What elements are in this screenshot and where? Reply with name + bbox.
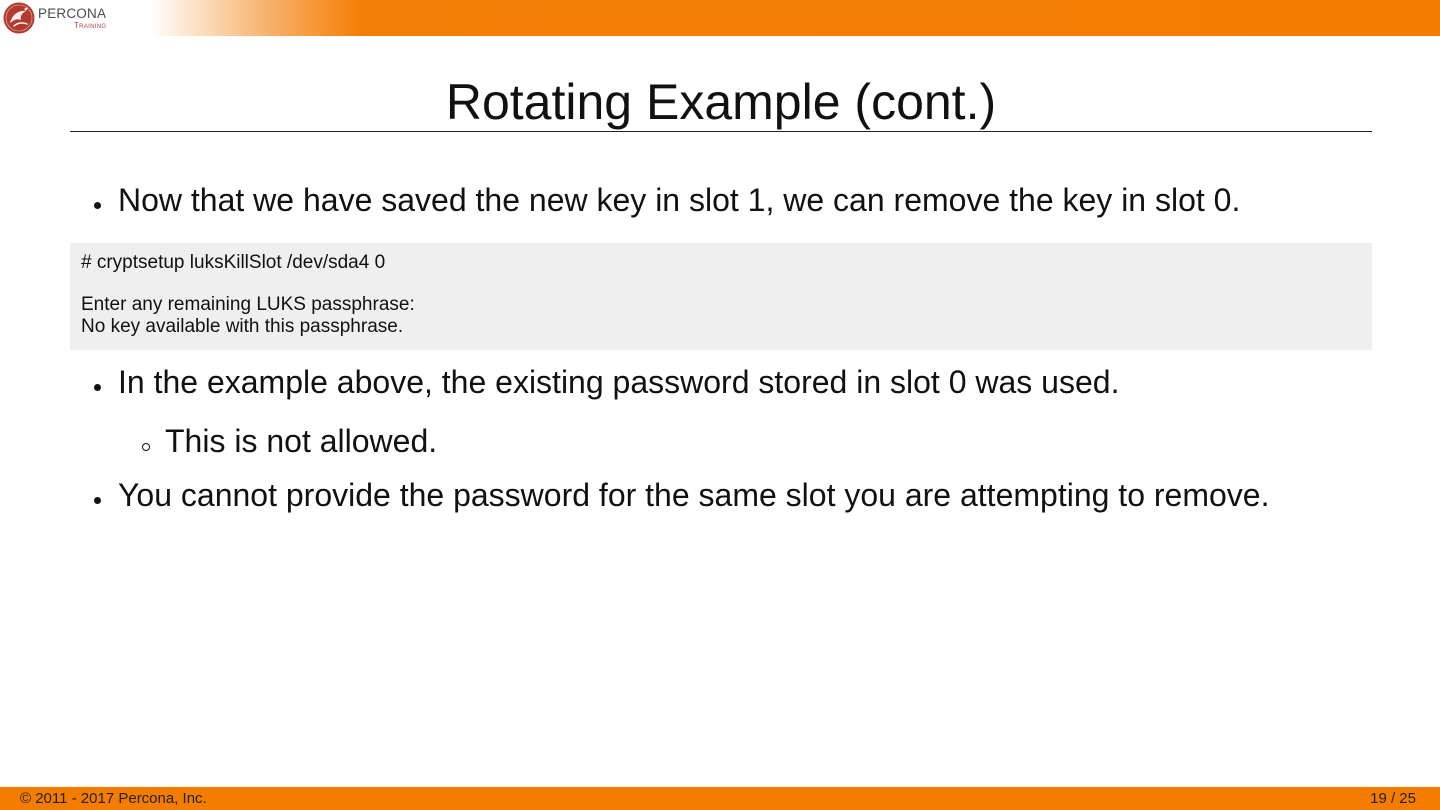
title-divider — [70, 131, 1372, 132]
code-output-line: No key available with this passphrase. — [81, 316, 404, 337]
sub-bullet-item — [139, 421, 437, 461]
percona-logo — [2, 1, 122, 35]
slide-title: Rotating Example (cont.) — [445, 74, 997, 130]
page-indicator: 19 / 25 — [1370, 790, 1416, 807]
sub-bullet-text: This is not allowed. — [165, 423, 438, 459]
code-output-line: Enter any remaining LUKS passphrase: — [81, 294, 415, 315]
bullet-text: In the example above, the existing password stored in slot 0 was used. — [118, 364, 1120, 400]
bullet-icon — [90, 362, 118, 402]
bullet-item — [90, 180, 1240, 220]
copyright-text: © 2011 - 2017 Percona, Inc. — [20, 790, 207, 807]
bullet-item — [90, 475, 1269, 515]
sub-bullet-icon — [139, 421, 165, 461]
bullet-text: You cannot provide the password for the same slot you are attempting to remove. — [118, 477, 1270, 513]
code-blank-line — [81, 274, 1361, 294]
code-command-line: # cryptsetup luksKillSlot /dev/sda4 0 — [81, 252, 386, 273]
code-block — [70, 243, 1372, 350]
logo-wordmark: PERCONA — [38, 6, 107, 21]
bullet-item — [90, 362, 1119, 402]
footer-bar — [0, 787, 1440, 810]
logo-subtitle: Training — [74, 21, 107, 30]
bullet-text: Now that we have saved the new key in slot 1, we can remove the key in slot 0. — [118, 182, 1241, 218]
bullet-icon — [90, 475, 118, 515]
bullet-icon — [90, 180, 118, 220]
header-bar — [0, 0, 1440, 36]
percona-logo-icon — [2, 1, 36, 35]
